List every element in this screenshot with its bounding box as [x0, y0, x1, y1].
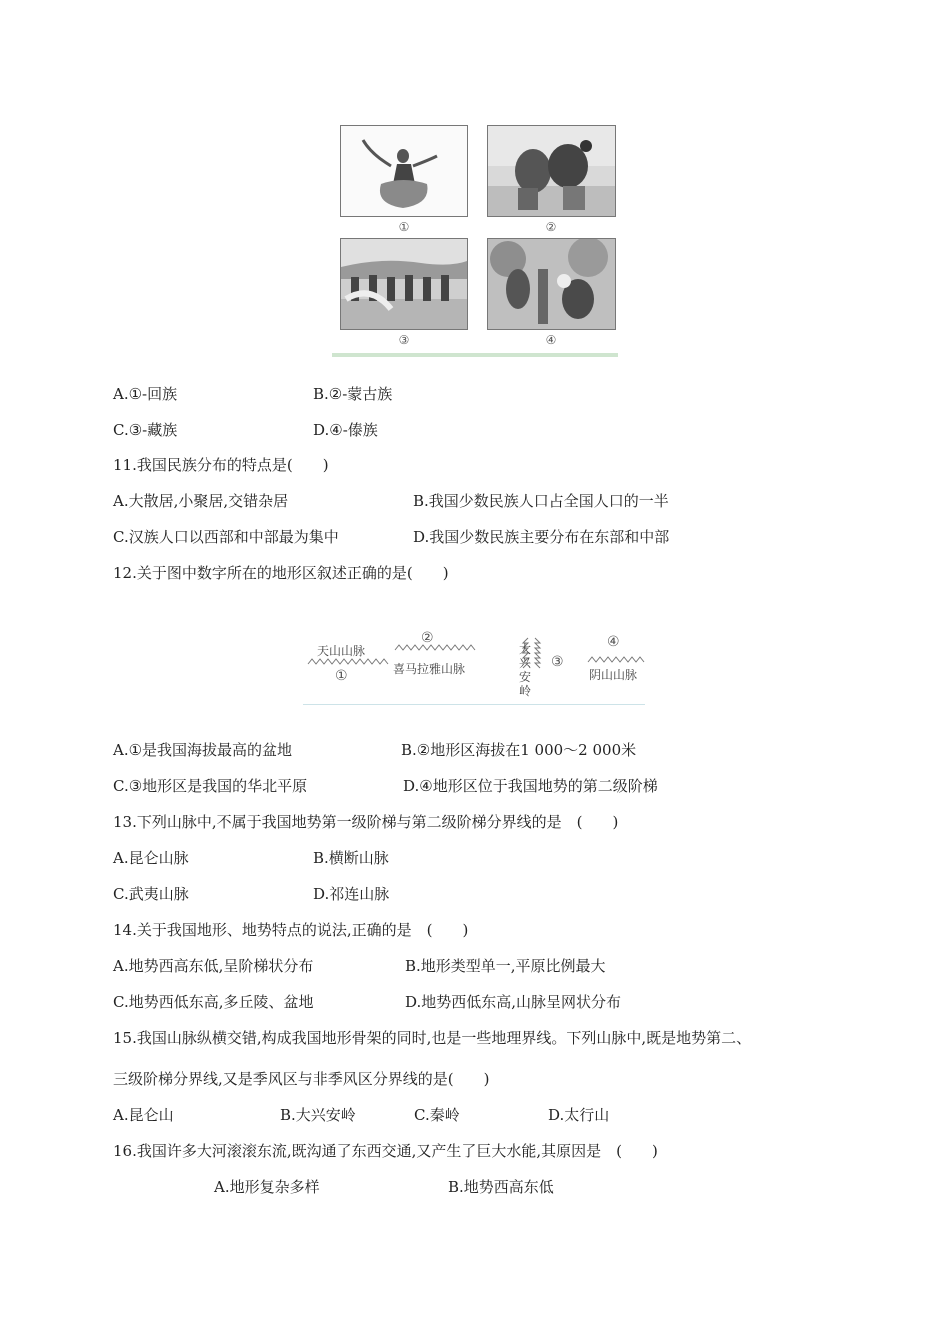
q12-stem: 12.关于图中数字所在的地形区叙述正确的是( )	[113, 564, 449, 582]
q15-stem-line2: 三级阶梯分界线,又是季风区与非季风区分界线的是( )	[113, 1070, 490, 1088]
q10-option-d: D.④-傣族	[313, 421, 378, 439]
q14-option-c: C.地势西低东高,多丘陵、盆地	[113, 993, 314, 1011]
figure-divider	[332, 353, 618, 357]
q14-option-b: B.地形类型单一,平原比例最大	[405, 957, 606, 975]
q15-option-b: B.大兴安岭	[280, 1106, 356, 1124]
q12-option-a: A.①是我国海拔最高的盆地	[113, 741, 293, 759]
q11-stem: 11.我国民族分布的特点是( )	[113, 456, 329, 474]
marker-2: ②	[421, 630, 434, 646]
photo-2-caption: ②	[545, 220, 557, 234]
marker-1: ①	[335, 668, 348, 684]
label-yinshan: 阴山山脉	[589, 668, 638, 682]
q11-option-d: D.我国少数民族主要分布在东部和中部	[413, 528, 670, 546]
q10-option-c: C.③-藏族	[113, 421, 178, 439]
q12-option-b: B.②地形区海拔在1 000～2 000米	[401, 741, 637, 759]
q11-option-c: C.汉族人口以西部和中部最为集中	[113, 528, 339, 546]
q12-option-c: C.③地形区是我国的华北平原	[113, 777, 308, 795]
q15-option-a: A.昆仑山	[113, 1106, 174, 1124]
q14-stem: 14.关于我国地形、地势特点的说法,正确的是 ( )	[113, 921, 469, 939]
q14-option-d: D.地势西低东高,山脉呈网状分布	[405, 993, 622, 1011]
label-daxinganling: 大兴安岭	[519, 642, 532, 698]
photo-1-caption: ①	[398, 220, 410, 234]
q15-stem-line1: 15.我国山脉纵横交错,构成我国地形骨架的同时,也是一些地理界线。下列山脉中,既是地势第二、	[113, 1029, 752, 1047]
q16-option-b: B.地势西高东低	[448, 1178, 554, 1196]
q13-option-c: C.武夷山脉	[113, 885, 189, 903]
q11-option-a: A.大散居,小聚居,交错杂居	[113, 492, 289, 510]
q16-option-a: A.地形复杂多样	[214, 1178, 320, 1196]
photo-3-dancers	[340, 238, 468, 330]
marker-3: ③	[551, 654, 564, 670]
q13-option-b: B.横断山脉	[313, 849, 389, 867]
q10-option-a: A.①-回族	[113, 385, 178, 403]
marker-4: ④	[607, 634, 620, 650]
photo-3-caption: ③	[398, 333, 410, 347]
q11-option-b: B.我国少数民族人口占全国人口的一半	[413, 492, 669, 510]
photo-1-dancer	[340, 125, 468, 217]
q12-option-d: D.④地形区位于我国地势的第二级阶梯	[403, 777, 658, 795]
q13-option-d: D.祁连山脉	[313, 885, 390, 903]
label-himalaya: 喜马拉雅山脉	[393, 662, 466, 676]
q13-stem: 13.下列山脉中,不属于我国地势第一级阶梯与第二级阶梯分界线的是 ( )	[113, 813, 619, 831]
q10-option-b: B.②-蒙古族	[313, 385, 393, 403]
photo-4-forest-people	[487, 238, 616, 330]
photo-2-wrestlers	[487, 125, 616, 217]
label-tianshan: 天山山脉	[317, 644, 366, 658]
q13-option-a: A.昆仑山脉	[113, 849, 189, 867]
q15-option-c: C.秦岭	[414, 1106, 460, 1124]
photo-4-caption: ④	[545, 333, 557, 347]
q15-option-d: D.太行山	[548, 1106, 610, 1124]
map-baseline	[303, 704, 645, 705]
q14-option-a: A.地势西高东低,呈阶梯状分布	[113, 957, 314, 975]
q16-stem: 16.我国许多大河滚滚东流,既沟通了东西交通,又产生了巨大水能,其原因是 ( )	[113, 1142, 658, 1160]
